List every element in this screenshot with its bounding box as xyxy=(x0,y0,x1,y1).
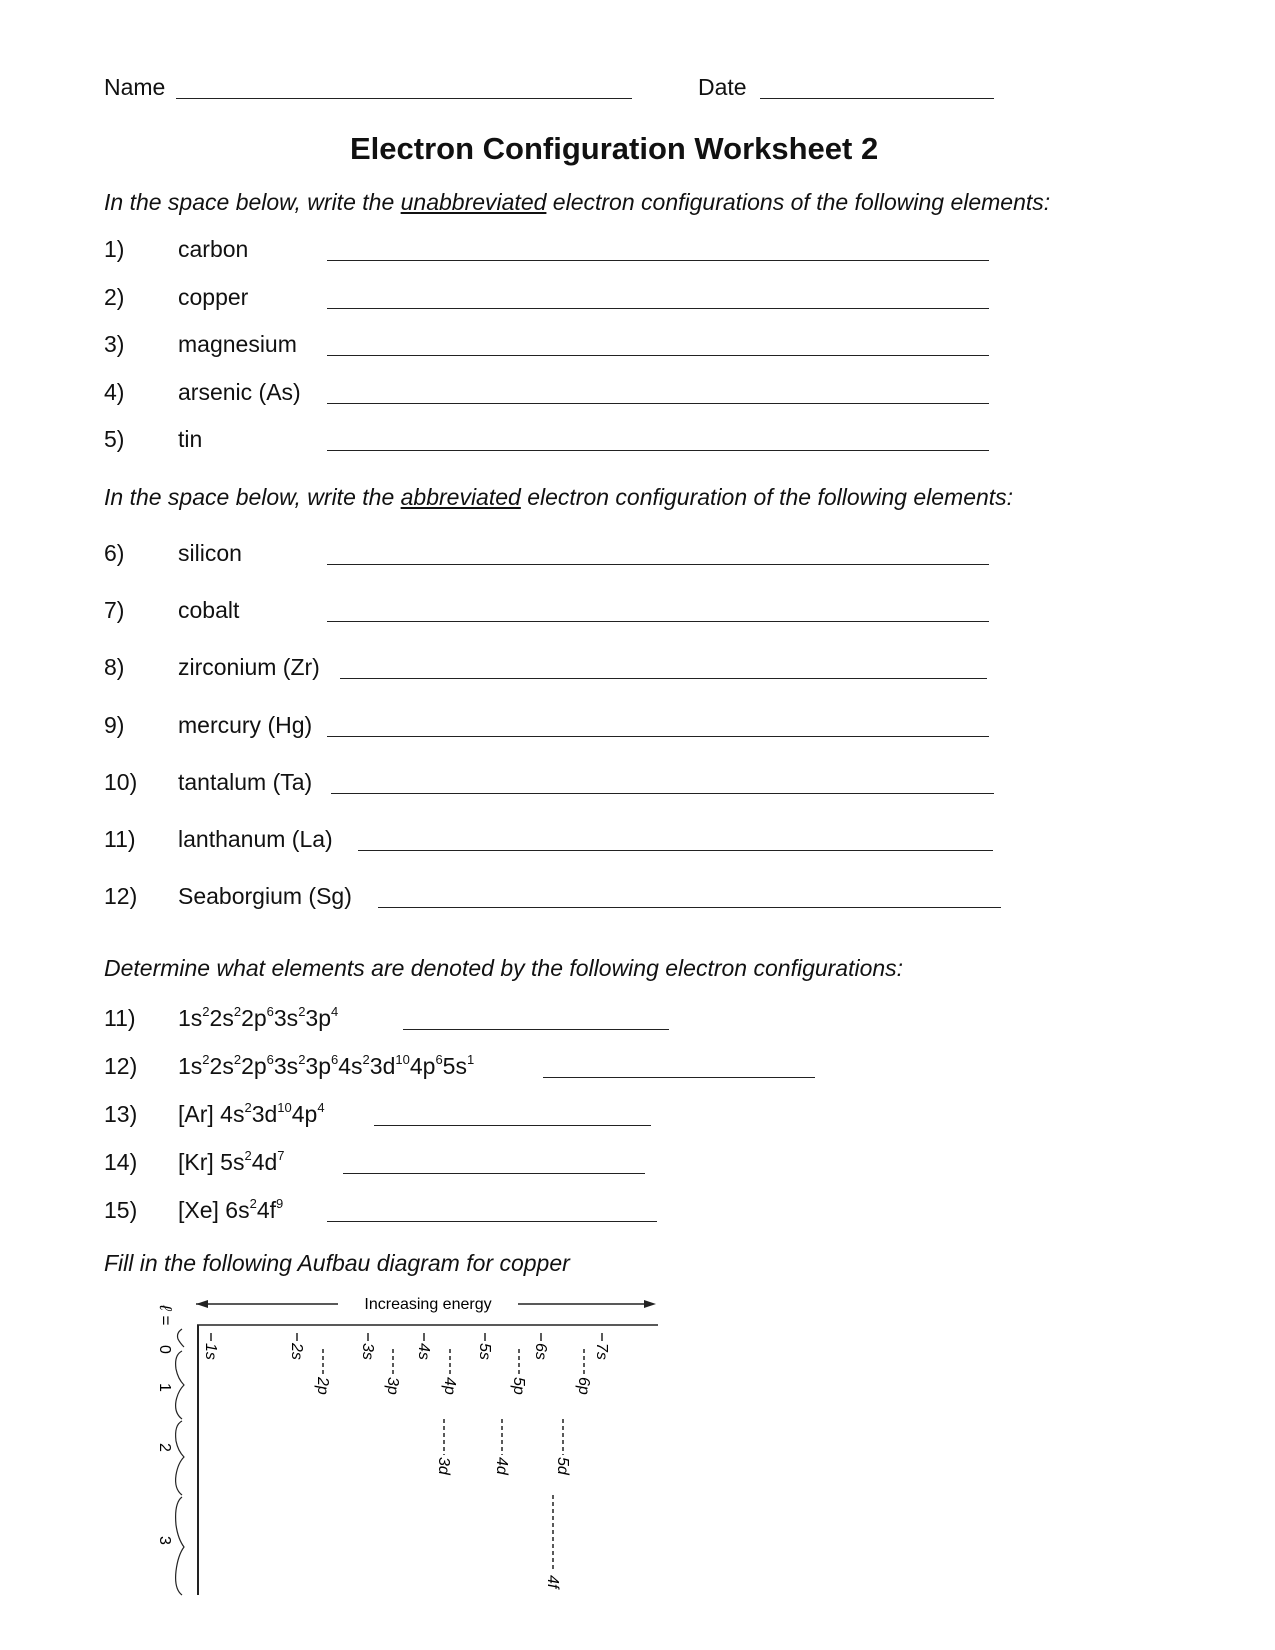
section2-instruction xyxy=(104,484,1013,510)
electron-configuration xyxy=(178,1053,474,1079)
config-text: 4f xyxy=(256,1197,277,1223)
answer-line[interactable] xyxy=(340,678,987,679)
config-superscript: 2 xyxy=(362,1052,370,1067)
answer-line[interactable] xyxy=(543,1077,815,1078)
config-superscript: 7 xyxy=(277,1148,285,1163)
question-number: 12) xyxy=(104,883,138,909)
orbital-label: 6s xyxy=(532,1343,549,1360)
config-text: 3p xyxy=(305,1005,332,1031)
question-3 xyxy=(0,331,1275,361)
config-superscript: 2 xyxy=(298,1004,306,1019)
answer-line[interactable] xyxy=(343,1173,645,1174)
question-number: 2) xyxy=(104,284,125,310)
orbital-label: 5s xyxy=(476,1343,493,1360)
question-number: 9) xyxy=(104,712,125,738)
config-superscript: 2 xyxy=(202,1004,210,1019)
orbital-label: 4s xyxy=(415,1343,432,1360)
config-superscript: 2 xyxy=(233,1004,242,1019)
config-text: 2p xyxy=(241,1005,267,1031)
orbital-label: 2s xyxy=(288,1343,305,1360)
question-4 xyxy=(0,379,1275,409)
brace-l1 xyxy=(176,1351,184,1419)
answer-line[interactable] xyxy=(327,403,989,404)
date-field[interactable] xyxy=(760,98,994,99)
orbital-3d[interactable] xyxy=(435,1419,452,1476)
question-10 xyxy=(0,769,1275,799)
orbital-3s[interactable] xyxy=(359,1333,376,1360)
orbital-4p[interactable] xyxy=(441,1349,458,1395)
question-number: 11) xyxy=(104,826,136,852)
question-number: 15) xyxy=(104,1197,138,1223)
orbital-2s[interactable] xyxy=(288,1333,305,1360)
config-text: 2s xyxy=(209,1005,234,1031)
config-text: 4s xyxy=(338,1053,363,1079)
config-superscript: 2 xyxy=(244,1148,252,1163)
answer-line[interactable] xyxy=(331,793,994,794)
l-value-1: 1 xyxy=(156,1383,173,1392)
config-text: 3s xyxy=(273,1005,299,1031)
date-label: Date xyxy=(698,74,747,100)
energy-axis-label: Increasing energy xyxy=(364,1296,492,1313)
section1-instruction xyxy=(104,189,1050,215)
question-5 xyxy=(0,426,1275,456)
orbital-label: 2p xyxy=(314,1377,331,1395)
config-superscript: 4 xyxy=(317,1100,325,1115)
orbital-5d[interactable] xyxy=(554,1419,571,1476)
page-title: Electron Configuration Worksheet 2 xyxy=(350,131,879,166)
orbital-label: 4d xyxy=(493,1457,510,1475)
config-question-13 xyxy=(0,1101,1275,1131)
question-number: 10) xyxy=(104,769,138,795)
orbital-label: 3p xyxy=(384,1377,401,1395)
orbital-7s[interactable] xyxy=(593,1333,610,1360)
question-label: cobalt xyxy=(178,597,240,623)
electron-configuration xyxy=(178,1101,325,1127)
answer-line[interactable] xyxy=(374,1125,651,1126)
orbital-4d[interactable] xyxy=(493,1419,510,1476)
config-text: [Xe] 6s xyxy=(178,1197,250,1223)
brace-l3 xyxy=(176,1497,184,1595)
section1-instruction-pre: In the space below, write the xyxy=(104,189,401,215)
answer-line[interactable] xyxy=(327,308,989,309)
orbital-6p[interactable] xyxy=(575,1349,592,1395)
section1-instruction-post: electron configurations of the following elements: xyxy=(546,189,1051,215)
name-label: Name xyxy=(104,74,166,100)
config-superscript: 6 xyxy=(331,1052,339,1067)
question-2 xyxy=(0,284,1275,314)
config-superscript: 2 xyxy=(244,1100,252,1115)
question-label: magnesium xyxy=(178,331,297,357)
config-superscript: 9 xyxy=(276,1196,284,1211)
question-label: carbon xyxy=(178,236,249,262)
orbital-label: 5d xyxy=(554,1457,571,1475)
answer-line[interactable] xyxy=(327,450,989,451)
answer-line[interactable] xyxy=(358,850,993,851)
answer-line[interactable] xyxy=(327,564,989,565)
aufbau-diagram xyxy=(140,1285,680,1635)
answer-line[interactable] xyxy=(327,621,989,622)
config-text: [Ar] 4s xyxy=(178,1101,245,1127)
config-superscript: 10 xyxy=(277,1100,292,1115)
brace-l2 xyxy=(176,1421,184,1495)
config-superscript: 2 xyxy=(249,1196,257,1211)
config-superscript: 2 xyxy=(202,1052,210,1067)
config-text: 4p xyxy=(409,1053,436,1079)
section3-instruction: Determine what elements are denoted by the following electron configurations: xyxy=(104,955,904,981)
l-value-3: 3 xyxy=(156,1536,173,1545)
question-number: 5) xyxy=(104,426,125,452)
question-label: tin xyxy=(178,426,203,452)
l-axis-label: ℓ = xyxy=(156,1305,175,1326)
question-number: 13) xyxy=(104,1101,138,1127)
question-number: 7) xyxy=(104,597,125,623)
section2-instruction-emphasis: abbreviated xyxy=(400,484,521,510)
question-label: silicon xyxy=(178,540,242,566)
l-value-2: 2 xyxy=(156,1443,173,1452)
orbital-label: 7s xyxy=(593,1343,610,1360)
question-number: 11) xyxy=(104,1005,136,1031)
config-text: 3d xyxy=(369,1053,396,1079)
question-7 xyxy=(0,597,1275,627)
orbital-2p[interactable] xyxy=(314,1349,331,1395)
question-number: 6) xyxy=(104,540,125,566)
question-number: 3) xyxy=(104,331,125,357)
question-number: 14) xyxy=(104,1149,138,1175)
config-text: 2p xyxy=(241,1053,267,1079)
question-label: Seaborgium (Sg) xyxy=(178,883,352,909)
l-value-0: 0 xyxy=(156,1345,173,1354)
answer-line[interactable] xyxy=(378,907,1001,908)
orbital-label: 5p xyxy=(510,1377,527,1395)
orbital-6s[interactable] xyxy=(532,1333,549,1360)
config-question-11 xyxy=(0,1005,1275,1035)
orbital-label: 3s xyxy=(359,1343,376,1360)
orbital-4s[interactable] xyxy=(415,1333,432,1360)
config-superscript: 4 xyxy=(331,1004,339,1019)
question-number: 4) xyxy=(104,379,125,405)
config-question-14 xyxy=(0,1149,1275,1179)
orbital-1s[interactable] xyxy=(202,1333,219,1360)
question-11 xyxy=(0,826,1275,856)
question-number: 1) xyxy=(104,236,125,262)
config-superscript: 2 xyxy=(233,1052,242,1067)
question-label: mercury (Hg) xyxy=(178,712,313,738)
electron-configuration xyxy=(178,1005,338,1031)
config-text: 5s xyxy=(442,1053,467,1079)
orbital-5s[interactable] xyxy=(476,1333,493,1360)
section2-instruction-post: electron configuration of the following elements: xyxy=(520,484,1014,510)
config-text: 4d xyxy=(251,1149,278,1175)
question-12 xyxy=(0,883,1275,913)
question-number: 12) xyxy=(104,1053,138,1079)
question-8 xyxy=(0,654,1275,684)
question-number: 8) xyxy=(104,654,125,680)
config-text: 1s xyxy=(178,1053,203,1079)
question-1 xyxy=(0,236,1275,266)
answer-line[interactable] xyxy=(403,1029,669,1030)
question-label: lanthanum (La) xyxy=(178,826,333,852)
question-9 xyxy=(0,712,1275,742)
name-field[interactable] xyxy=(176,98,632,99)
answer-line[interactable] xyxy=(327,260,989,261)
orbital-label: 3d xyxy=(435,1457,452,1475)
config-superscript: 10 xyxy=(395,1052,410,1067)
config-superscript: 6 xyxy=(435,1052,443,1067)
section4-instruction: Fill in the following Aufbau diagram for copper xyxy=(104,1250,570,1276)
orbital-3p[interactable] xyxy=(384,1349,401,1395)
config-superscript: 2 xyxy=(298,1052,306,1067)
orbital-label: 1s xyxy=(202,1343,219,1360)
question-label: tantalum (Ta) xyxy=(178,769,313,795)
section2-instruction-pre: In the space below, write the xyxy=(104,484,401,510)
config-question-12 xyxy=(0,1053,1275,1083)
answer-line[interactable] xyxy=(327,355,989,356)
config-text: 3s xyxy=(273,1053,299,1079)
config-text: 2s xyxy=(209,1053,234,1079)
orbital-5p[interactable] xyxy=(510,1349,527,1395)
electron-configuration xyxy=(178,1149,285,1175)
config-superscript: 6 xyxy=(266,1004,274,1019)
question-6 xyxy=(0,540,1275,570)
section1-instruction-emphasis: unabbreviated xyxy=(400,189,547,215)
config-superscript: 1 xyxy=(466,1052,475,1067)
config-question-15 xyxy=(0,1197,1275,1227)
brace-l0 xyxy=(178,1329,185,1347)
config-text: 1s xyxy=(178,1005,203,1031)
orbital-label: 4f xyxy=(544,1575,561,1589)
orbital-label: 6p xyxy=(575,1377,592,1395)
answer-line[interactable] xyxy=(327,736,989,737)
config-text: 3d xyxy=(251,1101,278,1127)
question-label: zirconium (Zr) xyxy=(178,654,320,680)
config-text: 3p xyxy=(305,1053,332,1079)
orbital-label: 4p xyxy=(441,1377,458,1395)
electron-configuration xyxy=(178,1197,283,1223)
config-superscript: 6 xyxy=(266,1052,274,1067)
config-text: 4p xyxy=(291,1101,318,1127)
answer-line[interactable] xyxy=(327,1221,657,1222)
orbital-4f[interactable] xyxy=(544,1495,561,1590)
question-label: arsenic (As) xyxy=(178,379,301,405)
config-text: [Kr] 5s xyxy=(178,1149,245,1175)
question-label: copper xyxy=(178,284,249,310)
